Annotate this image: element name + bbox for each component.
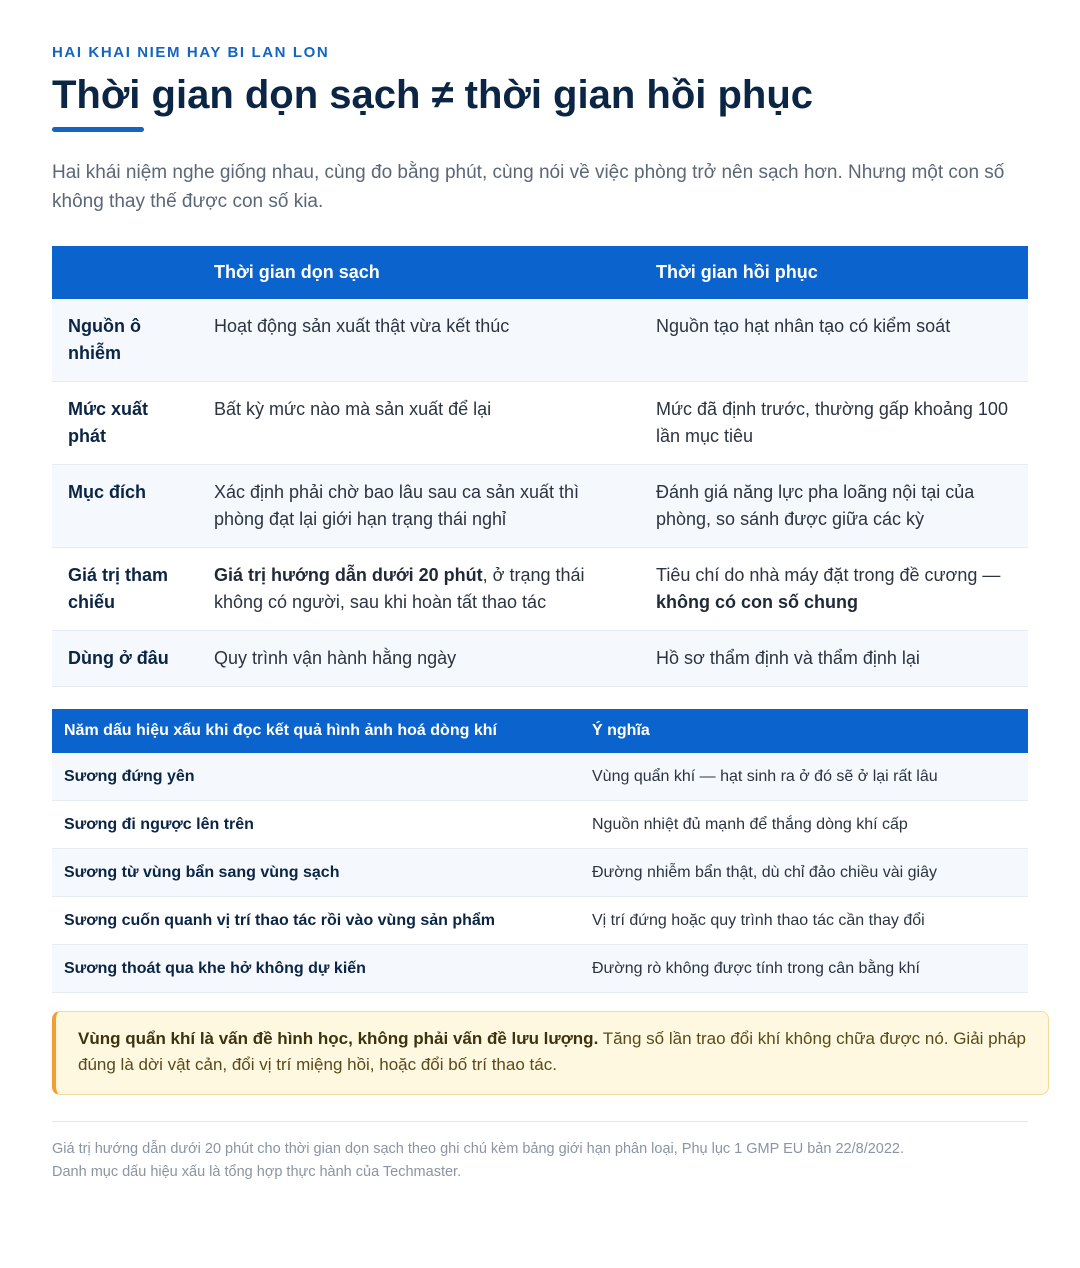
- signs-row: [52, 801, 1028, 849]
- recovery-cell: Đánh giá năng lực pha loãng nội tại của phòng, so sánh được giữa các kỳ: [640, 465, 1028, 548]
- meaning-cell: Đường rò không được tính trong cân bằng khí: [580, 945, 1028, 993]
- signs-header-row: [52, 709, 1028, 753]
- meaning-cell: Đường nhiễm bẩn thật, dù chỉ đảo chiều vài giây: [580, 849, 1028, 897]
- comparison-row: [52, 465, 1028, 548]
- recovery-pre: Tiêu chí do nhà máy đặt trong đề cương —: [656, 565, 1001, 585]
- cleanup-cell: Hoạt động sản xuất thật vừa kết thúc: [198, 299, 640, 382]
- cleanup-rest: , ở trạng thái không có người, sau khi hoàn tất thao tác: [214, 565, 585, 612]
- row-label: Giá trị tham chiếu: [52, 548, 198, 631]
- signs-row: [52, 753, 1028, 801]
- callout-box: [52, 1011, 1049, 1095]
- meaning-cell: Nguồn nhiệt đủ mạnh để thắng dòng khí cấp: [580, 801, 1028, 849]
- callout-text: Tăng số lần trao đổi khí không chữa được nó. Giải pháp đúng là dời vật cản, đổi vị trí miệng hồi, hoặc đổi bố trí thao tác.: [78, 1029, 1026, 1074]
- footer-line: Danh mục dấu hiệu xấu là tổng hợp thực hành của Techmaster.: [52, 1164, 462, 1180]
- cleanup-cell: Xác định phải chờ bao lâu sau ca sản xuất thì phòng đạt lại giới hạn trạng thái nghỉ: [198, 465, 640, 548]
- comparison-table: [52, 246, 1028, 687]
- sign-cell: Sương từ vùng bẩn sang vùng sạch: [52, 849, 580, 897]
- footer-divider: [52, 1121, 1028, 1122]
- comparison-header-empty: [52, 246, 198, 299]
- eyebrow: HAI KHAI NIEM HAY BI LAN LON: [52, 44, 330, 61]
- sign-cell: Sương đứng yên: [52, 753, 580, 801]
- recovery-emphasis: không có con số chung: [656, 592, 858, 612]
- row-label: Dùng ở đâu: [52, 631, 198, 687]
- comparison-header-recovery: Thời gian hồi phục: [640, 246, 1028, 299]
- title-underline: [52, 127, 144, 132]
- signs-row: [52, 849, 1028, 897]
- callout-strong: Vùng quẩn khí là vấn đề hình học, không phải vấn đề lưu lượng.: [78, 1029, 599, 1048]
- signs-row: [52, 897, 1028, 945]
- cleanup-emphasis: Giá trị hướng dẫn dưới 20 phút: [214, 565, 483, 585]
- recovery-cell: Nguồn tạo hạt nhân tạo có kiểm soát: [640, 299, 1028, 382]
- page: [0, 44, 1080, 1184]
- recovery-cell: Mức đã định trước, thường gấp khoảng 100 lần mục tiêu: [640, 382, 1028, 465]
- row-label: Mục đích: [52, 465, 198, 548]
- signs-header-meaning: Ý nghĩa: [580, 709, 1028, 753]
- row-label: Mức xuất phát: [52, 382, 198, 465]
- cleanup-cell: Quy trình vận hành hằng ngày: [198, 631, 640, 687]
- signs-row: [52, 945, 1028, 993]
- comparison-row: [52, 631, 1028, 687]
- sign-cell: Sương thoát qua khe hở không dự kiến: [52, 945, 580, 993]
- comparison-row: [52, 299, 1028, 382]
- footer-line: Giá trị hướng dẫn dưới 20 phút cho thời gian dọn sạch theo ghi chú kèm bảng giới hạn phân loại, Phụ lục 1 GMP EU bản 22/8/2022.: [52, 1141, 905, 1157]
- comparison-header-row: [52, 246, 1028, 299]
- meaning-cell: Vùng quẩn khí — hạt sinh ra ở đó sẽ ở lại rất lâu: [580, 753, 1028, 801]
- cleanup-cell: Bất kỳ mức nào mà sản xuất để lại: [198, 382, 640, 465]
- recovery-cell: [640, 548, 1028, 631]
- lead-paragraph: Hai khái niệm nghe giống nhau, cùng đo bằng phút, cùng nói về việc phòng trở nên sạch hơn. Nhưng một con số không thay thế được con số kia.: [52, 162, 1005, 212]
- page-title: Thời gian dọn sạch ≠ thời gian hồi phục: [52, 73, 814, 117]
- cleanup-cell: [198, 548, 640, 631]
- sign-cell: Sương cuốn quanh vị trí thao tác rồi vào vùng sản phẩm: [52, 897, 580, 945]
- footer-notes: [52, 1138, 1028, 1184]
- row-label: Nguồn ô nhiễm: [52, 299, 198, 382]
- comparison-row: [52, 382, 1028, 465]
- warning-signs-table: [52, 709, 1028, 993]
- comparison-header-cleanup: Thời gian dọn sạch: [198, 246, 640, 299]
- comparison-row: [52, 548, 1028, 631]
- recovery-cell: Hồ sơ thẩm định và thẩm định lại: [640, 631, 1028, 687]
- signs-header-sign: Năm dấu hiệu xấu khi đọc kết quả hình ảnh hoá dòng khí: [52, 709, 580, 753]
- meaning-cell: Vị trí đứng hoặc quy trình thao tác cần thay đổi: [580, 897, 1028, 945]
- sign-cell: Sương đi ngược lên trên: [52, 801, 580, 849]
